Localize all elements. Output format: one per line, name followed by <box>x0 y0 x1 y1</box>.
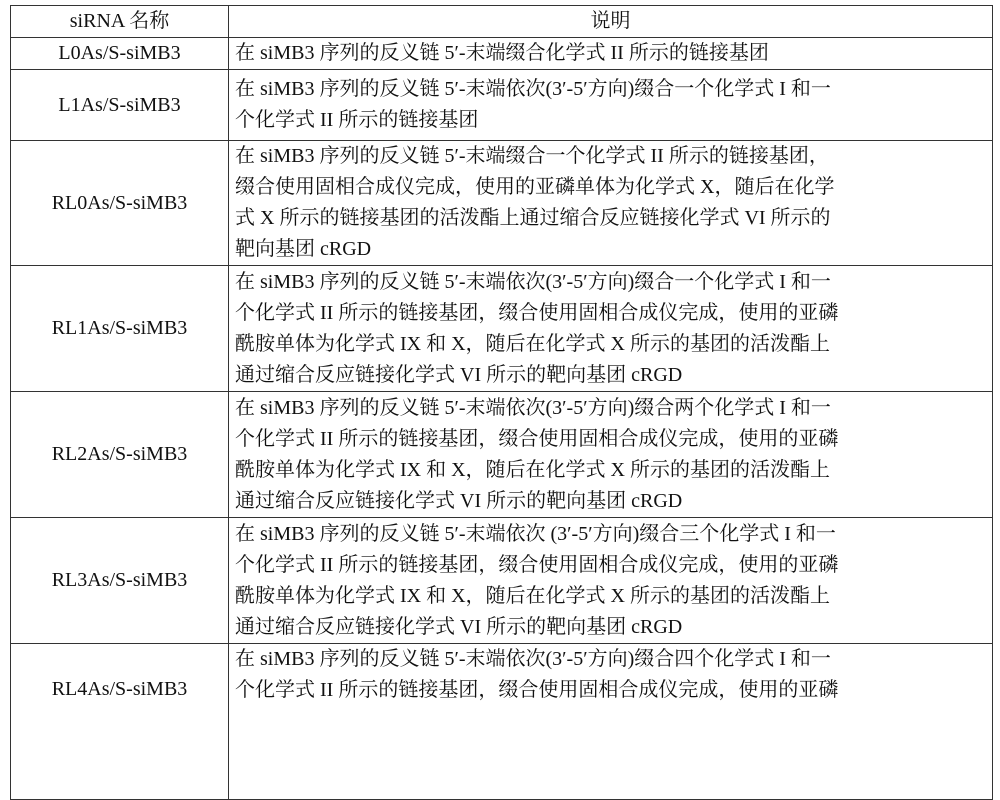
table-row <box>11 70 993 141</box>
sirna-name-cell: RL2As/S-siMB3 <box>11 392 229 518</box>
description-cell <box>229 392 993 518</box>
description-line: 通过缩合反应链接化学式 VI 所示的靶向基团 cRGD <box>235 486 986 517</box>
description-line: 通过缩合反应链接化学式 VI 所示的靶向基团 cRGD <box>235 612 986 643</box>
sirna-name-cell: RL1As/S-siMB3 <box>11 266 229 392</box>
table-row <box>11 38 993 70</box>
description-cell <box>229 38 993 70</box>
sirna-name-cell: RL3As/S-siMB3 <box>11 518 229 644</box>
description-line: 式 X 所示的链接基团的活泼酯上通过缩合反应链接化学式 VI 所示的 <box>235 203 986 234</box>
description-line: 酰胺单体为化学式 IX 和 X，随后在化学式 X 所示的基团的活泼酯上 <box>235 329 986 360</box>
description-line: 在 siMB3 序列的反义链 5′-末端依次(3′-5′方向)缀合一个化学式 I 和一 <box>235 74 986 105</box>
description-line: 个化学式 II 所示的链接基团，缀合使用固相合成仪完成，使用的亚磷 <box>235 424 986 455</box>
description-cell <box>229 518 993 644</box>
description-line: 在 siMB3 序列的反义链 5′-末端缀合化学式 II 所示的链接基团 <box>235 38 986 69</box>
sirna-name-cell: L1As/S-siMB3 <box>11 70 229 141</box>
sirna-name-cell: RL0As/S-siMB3 <box>11 141 229 266</box>
description-line: 靶向基团 cRGD <box>235 234 986 265</box>
description-cell <box>229 141 993 266</box>
description-line: 在 siMB3 序列的反义链 5′-末端缀合一个化学式 II 所示的链接基团， <box>235 141 986 172</box>
description-cell <box>229 644 993 800</box>
description-line: 酰胺单体为化学式 IX 和 X，随后在化学式 X 所示的基团的活泼酯上 <box>235 581 986 612</box>
table-row <box>11 266 993 392</box>
description-cell <box>229 70 993 141</box>
description-line: 在 siMB3 序列的反义链 5′-末端依次(3′-5′方向)缀合四个化学式 I 和一 <box>235 644 986 675</box>
table-row <box>11 141 993 266</box>
description-line: 在 siMB3 序列的反义链 5′-末端依次(3′-5′方向)缀合一个化学式 I 和一 <box>235 267 986 298</box>
header-description: 说明 <box>229 6 993 38</box>
description-line: 个化学式 II 所示的链接基团 <box>235 105 986 136</box>
sirna-name-cell: RL4As/S-siMB3 <box>11 644 229 800</box>
table-row <box>11 392 993 518</box>
description-line: 缀合使用固相合成仪完成，使用的亚磷单体为化学式 X，随后在化学 <box>235 172 986 203</box>
header-sirna-name: siRNA 名称 <box>11 6 229 38</box>
description-line: 个化学式 II 所示的链接基团，缀合使用固相合成仪完成，使用的亚磷 <box>235 550 986 581</box>
sirna-name-cell: L0As/S-siMB3 <box>11 38 229 70</box>
table-row <box>11 644 993 800</box>
table-header-row <box>11 6 993 38</box>
description-line: 个化学式 II 所示的链接基团，缀合使用固相合成仪完成，使用的亚磷 <box>235 675 986 706</box>
sirna-table <box>10 5 993 800</box>
table-row <box>11 518 993 644</box>
description-line: 在 siMB3 序列的反义链 5′-末端依次(3′-5′方向)缀合两个化学式 I 和一 <box>235 393 986 424</box>
description-line: 个化学式 II 所示的链接基团，缀合使用固相合成仪完成，使用的亚磷 <box>235 298 986 329</box>
description-line: 酰胺单体为化学式 IX 和 X，随后在化学式 X 所示的基团的活泼酯上 <box>235 455 986 486</box>
description-line: 在 siMB3 序列的反义链 5′-末端依次 (3′-5′方向)缀合三个化学式 I 和一 <box>235 519 986 550</box>
description-cell <box>229 266 993 392</box>
description-line: 通过缩合反应链接化学式 VI 所示的靶向基团 cRGD <box>235 360 986 391</box>
